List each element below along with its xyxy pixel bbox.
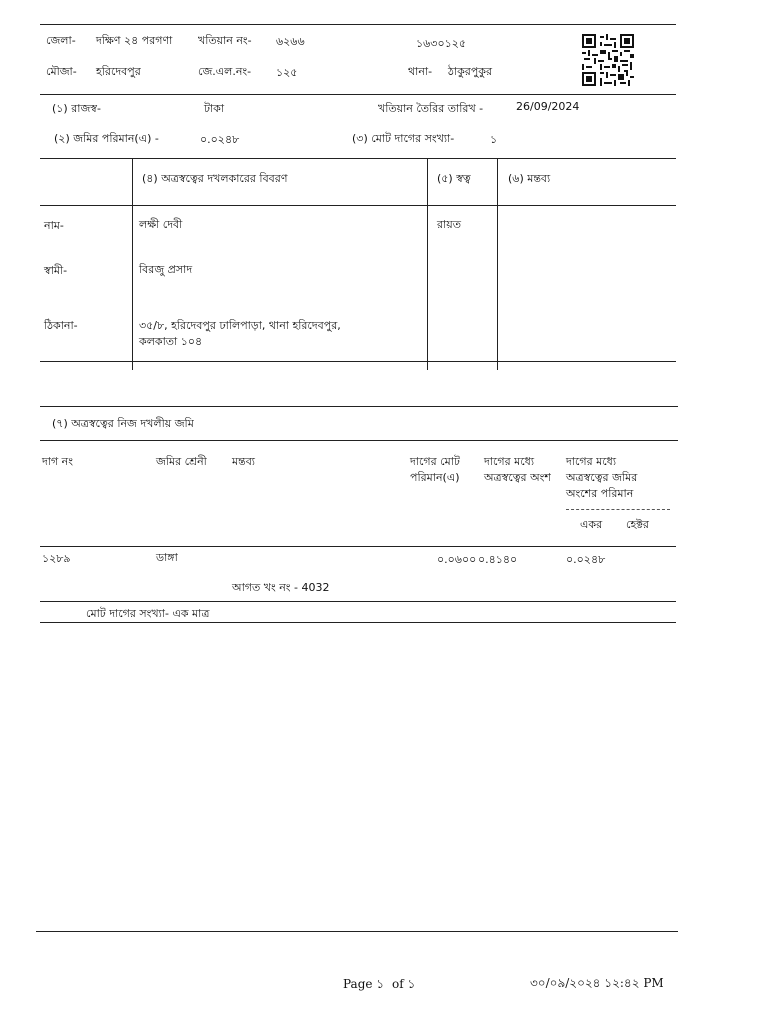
col6-header: (৬) মন্তব্য bbox=[508, 172, 551, 185]
owner-name-label: নাম- bbox=[44, 219, 64, 232]
owner-col-divider-3 bbox=[497, 158, 498, 370]
owner-table-top-rule bbox=[40, 158, 676, 159]
revenue-unit: টাকা bbox=[204, 102, 225, 115]
page-number: Page ১ bbox=[343, 977, 385, 991]
top-rule bbox=[40, 24, 676, 25]
revenue-label: (১) রাজস্ব- bbox=[52, 102, 101, 115]
qr-code-icon bbox=[582, 34, 634, 86]
header-hectare: হেক্টর bbox=[626, 518, 649, 531]
header-area-line-2: অত্রস্বত্বের জমির bbox=[566, 471, 638, 484]
land-header-bottom-rule bbox=[40, 546, 676, 547]
area-label: (২) জমির পরিমান(এ) - bbox=[54, 132, 159, 145]
thana-value: ঠাকুরপুকুর bbox=[448, 65, 493, 78]
plots-value: ১ bbox=[490, 133, 498, 146]
header-area-line-3: অংশের পরিমান bbox=[566, 487, 634, 500]
header-area-line-1: দাগের মধ্যে bbox=[566, 455, 617, 468]
header-total-line-2: পরিমান(এ) bbox=[410, 471, 460, 484]
row-dag-no: ১২৮৯ bbox=[42, 552, 71, 565]
date-label: খতিয়ান তৈরির তারিখ - bbox=[378, 102, 484, 115]
district-label: জেলা- bbox=[46, 34, 76, 47]
code-value: ১৬৩০১২৫ bbox=[416, 37, 467, 50]
header-land-class: জমির শ্রেনী bbox=[156, 455, 207, 468]
header-area-dashed-rule bbox=[566, 509, 670, 510]
header-share-line-1: দাগের মধ্যে bbox=[484, 455, 535, 468]
owner-name-value: লক্ষী দেবী bbox=[139, 218, 183, 231]
address-line-2: কলকাতা ১০৪ bbox=[139, 335, 203, 348]
print-timestamp: ৩০/০৯/২০২৪ ১২:৪২ PM bbox=[530, 976, 664, 990]
total-plots-text: মোট দাগের সংখ্যা- এক মাত্র bbox=[86, 607, 210, 620]
page-total: of ১ bbox=[392, 977, 416, 991]
owner-right-value: রায়ত bbox=[437, 218, 461, 231]
header-dag-no: দাগ নং bbox=[42, 455, 73, 468]
header-share-line-2: অত্রস্বত্বের অংশ bbox=[484, 471, 551, 484]
row-total: ০.০৬০০ bbox=[437, 553, 477, 566]
land-footer-bottom-rule bbox=[40, 622, 676, 623]
owner-table-header-rule bbox=[40, 205, 676, 206]
owner-table-bottom-rule bbox=[40, 361, 676, 362]
owner-col-divider-2 bbox=[427, 158, 428, 370]
mouza-value: হরিদেবপুর bbox=[96, 65, 141, 78]
jl-value: ১২৫ bbox=[276, 66, 298, 79]
husband-value: বিরজু প্রসাদ bbox=[139, 263, 193, 276]
land-section-top-rule bbox=[40, 406, 678, 407]
land-section-title: (৭) অত্রস্বত্বের নিজ দখলীয় জমি bbox=[52, 417, 194, 430]
header-acre: একর bbox=[580, 518, 603, 531]
thana-label: থানা- bbox=[408, 65, 433, 78]
khatian-value: ৬২৬৬ bbox=[276, 35, 305, 48]
address-label: ঠিকানা- bbox=[44, 319, 78, 332]
row-land-class: ডাঙ্গা bbox=[156, 551, 178, 564]
col5-header: (৫) স্বত্ব bbox=[437, 172, 471, 185]
col4-header: (৪) অত্রস্বত্বের দখলকারের বিবরণ bbox=[142, 172, 288, 185]
row-share: ০.৪১৪০ bbox=[478, 553, 518, 566]
husband-label: স্বামী- bbox=[44, 264, 68, 277]
plots-label: (৩) মোট দাগের সংখ্যা- bbox=[352, 132, 455, 145]
area-value: ০.০২৪৮ bbox=[200, 133, 240, 146]
header-remark: মন্তব্য bbox=[232, 455, 256, 468]
mouza-label: মৌজা- bbox=[46, 65, 77, 78]
transfer-khatian: আগত খং নং - 4032 bbox=[232, 581, 330, 594]
row-area: ০.০২৪৮ bbox=[566, 553, 606, 566]
land-header-top-rule bbox=[40, 440, 678, 441]
jl-label: জে.এল.নং- bbox=[198, 65, 252, 78]
header-rule bbox=[40, 94, 676, 95]
date-value: 26/09/2024 bbox=[516, 100, 580, 113]
header-total-line-1: দাগের মোট bbox=[410, 455, 460, 468]
address-line-1: ৩৫/৮, হরিদেবপুর ঢালিপাড়া, থানা হরিদেবপুর, bbox=[139, 319, 341, 332]
khatian-label: খতিয়ান নং- bbox=[198, 34, 252, 47]
district-value: দক্ষিণ ২৪ পরগণা bbox=[96, 34, 173, 47]
land-footer-top-rule bbox=[40, 601, 676, 602]
owner-col-divider-1 bbox=[132, 158, 133, 370]
page-bottom-rule bbox=[36, 931, 678, 932]
